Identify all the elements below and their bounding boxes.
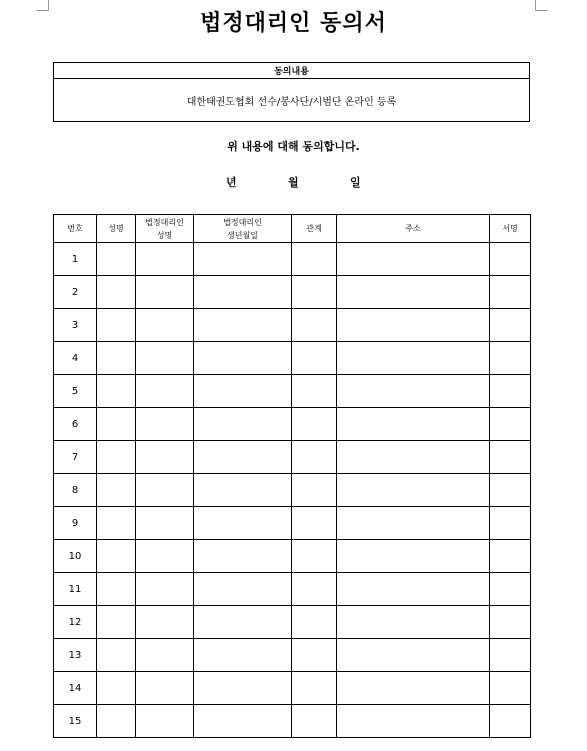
header-relation: 관계 (292, 215, 337, 243)
guardian-name-cell[interactable] (136, 606, 194, 639)
address-cell[interactable] (337, 243, 490, 276)
header-address: 주소 (337, 215, 490, 243)
guardian-name-cell[interactable] (136, 639, 194, 672)
guardian-birth-cell[interactable] (194, 540, 292, 573)
table-row (54, 474, 531, 507)
header-guardian-birth (194, 215, 292, 243)
table-row (54, 573, 531, 606)
signature-cell[interactable] (490, 441, 531, 474)
guardian-name-cell[interactable] (136, 672, 194, 705)
row-number: 6 (54, 408, 97, 441)
guardian-birth-cell[interactable] (194, 441, 292, 474)
address-cell[interactable] (337, 309, 490, 342)
guardian-name-cell[interactable] (136, 705, 194, 738)
relation-cell[interactable] (292, 705, 337, 738)
address-cell[interactable] (337, 639, 490, 672)
document-title: 법정대리인 동의서 (200, 10, 387, 36)
relation-cell[interactable] (292, 672, 337, 705)
header-guardian-name-line1: 법정대리인 (145, 217, 184, 227)
signature-cell[interactable] (490, 507, 531, 540)
date-month-label: 월 (288, 176, 299, 189)
guardian-name-cell[interactable] (136, 342, 194, 375)
relation-cell[interactable] (292, 540, 337, 573)
header-guardian-birth-line2: 생년월일 (227, 230, 258, 240)
agree-statement: 위 내용에 대해 동의합니다. (227, 140, 360, 153)
row-number: 5 (54, 375, 97, 408)
name-cell[interactable] (97, 573, 136, 606)
name-cell[interactable] (97, 276, 136, 309)
guardian-birth-cell[interactable] (194, 672, 292, 705)
name-cell[interactable] (97, 243, 136, 276)
name-cell[interactable] (97, 408, 136, 441)
name-cell[interactable] (97, 375, 136, 408)
signature-cell[interactable] (490, 606, 531, 639)
guardian-birth-cell[interactable] (194, 507, 292, 540)
table-row (54, 441, 531, 474)
table-row (54, 408, 531, 441)
consent-content: 대한태권도협회 선수/봉사단/시범단 온라인 등록 (54, 79, 530, 122)
address-cell[interactable] (337, 606, 490, 639)
table-row (54, 639, 531, 672)
relation-cell[interactable] (292, 342, 337, 375)
table-row (54, 606, 531, 639)
relation-cell[interactable] (292, 276, 337, 309)
table-header-row (54, 215, 531, 243)
address-cell[interactable] (337, 672, 490, 705)
name-cell[interactable] (97, 606, 136, 639)
address-cell[interactable] (337, 573, 490, 606)
table-row (54, 243, 531, 276)
guardian-birth-cell[interactable] (194, 309, 292, 342)
relation-cell[interactable] (292, 606, 337, 639)
guardian-table (53, 214, 531, 738)
table-row (54, 276, 531, 309)
address-cell[interactable] (337, 375, 490, 408)
address-cell[interactable] (337, 474, 490, 507)
guardian-birth-cell[interactable] (194, 573, 292, 606)
guardian-birth-cell[interactable] (194, 276, 292, 309)
table-row (54, 507, 531, 540)
relation-cell[interactable] (292, 441, 337, 474)
signature-cell[interactable] (490, 474, 531, 507)
name-cell[interactable] (97, 672, 136, 705)
row-number: 9 (54, 507, 97, 540)
name-cell[interactable] (97, 540, 136, 573)
guardian-birth-cell[interactable] (194, 606, 292, 639)
relation-cell[interactable] (292, 309, 337, 342)
relation-cell[interactable] (292, 573, 337, 606)
guardian-name-cell[interactable] (136, 408, 194, 441)
address-cell[interactable] (337, 342, 490, 375)
name-cell[interactable] (97, 639, 136, 672)
consent-header: 동의내용 (54, 63, 530, 79)
consent-box (53, 62, 530, 122)
row-number: 10 (54, 540, 97, 573)
name-cell[interactable] (97, 342, 136, 375)
signature-cell[interactable] (490, 540, 531, 573)
table-row (54, 672, 531, 705)
address-cell[interactable] (337, 408, 490, 441)
name-cell[interactable] (97, 441, 136, 474)
signature-cell[interactable] (490, 408, 531, 441)
row-number: 2 (54, 276, 97, 309)
guardian-name-cell[interactable] (136, 573, 194, 606)
relation-cell[interactable] (292, 639, 337, 672)
name-cell[interactable] (97, 507, 136, 540)
address-cell[interactable] (337, 705, 490, 738)
header-guardian-name-line2: 성명 (156, 230, 173, 240)
table-row (54, 375, 531, 408)
row-number: 8 (54, 474, 97, 507)
guardian-birth-cell[interactable] (194, 408, 292, 441)
header-guardian-name (136, 215, 194, 243)
date-year-label: 년 (226, 176, 237, 189)
signature-cell[interactable] (490, 276, 531, 309)
guardian-name-cell[interactable] (136, 441, 194, 474)
relation-cell[interactable] (292, 243, 337, 276)
guardian-name-cell[interactable] (136, 474, 194, 507)
date-day-label: 일 (350, 176, 361, 189)
signature-cell[interactable] (490, 342, 531, 375)
header-signature: 서명 (490, 215, 531, 243)
signature-cell[interactable] (490, 672, 531, 705)
address-cell[interactable] (337, 276, 490, 309)
relation-cell[interactable] (292, 408, 337, 441)
guardian-name-cell[interactable] (136, 276, 194, 309)
row-number: 13 (54, 639, 97, 672)
name-cell[interactable] (97, 474, 136, 507)
row-number: 7 (54, 441, 97, 474)
address-cell[interactable] (337, 441, 490, 474)
row-number: 3 (54, 309, 97, 342)
row-number: 12 (54, 606, 97, 639)
guardian-birth-cell[interactable] (194, 639, 292, 672)
guardian-birth-cell[interactable] (194, 342, 292, 375)
signature-cell[interactable] (490, 573, 531, 606)
relation-cell[interactable] (292, 375, 337, 408)
relation-cell[interactable] (292, 507, 337, 540)
row-number: 15 (54, 705, 97, 738)
row-number: 11 (54, 573, 97, 606)
signature-cell[interactable] (490, 705, 531, 738)
row-number: 4 (54, 342, 97, 375)
signature-cell[interactable] (490, 375, 531, 408)
header-name: 성명 (97, 215, 136, 243)
table-row (54, 540, 531, 573)
header-number: 번호 (54, 215, 97, 243)
header-guardian-birth-line1: 법정대리인 (223, 217, 262, 227)
table-row (54, 342, 531, 375)
signature-cell[interactable] (490, 639, 531, 672)
signature-cell[interactable] (490, 243, 531, 276)
guardian-name-cell[interactable] (136, 243, 194, 276)
table-row (54, 705, 531, 738)
guardian-name-cell[interactable] (136, 309, 194, 342)
signature-cell[interactable] (490, 309, 531, 342)
guardian-name-cell[interactable] (136, 507, 194, 540)
guardian-name-cell[interactable] (136, 375, 194, 408)
guardian-birth-cell[interactable] (194, 705, 292, 738)
row-number: 1 (54, 243, 97, 276)
guardian-birth-cell[interactable] (194, 375, 292, 408)
guardian-birth-cell[interactable] (194, 474, 292, 507)
row-number: 14 (54, 672, 97, 705)
address-cell[interactable] (337, 540, 490, 573)
address-cell[interactable] (337, 507, 490, 540)
name-cell[interactable] (97, 309, 136, 342)
table-row (54, 309, 531, 342)
relation-cell[interactable] (292, 474, 337, 507)
guardian-birth-cell[interactable] (194, 243, 292, 276)
name-cell[interactable] (97, 705, 136, 738)
guardian-name-cell[interactable] (136, 540, 194, 573)
